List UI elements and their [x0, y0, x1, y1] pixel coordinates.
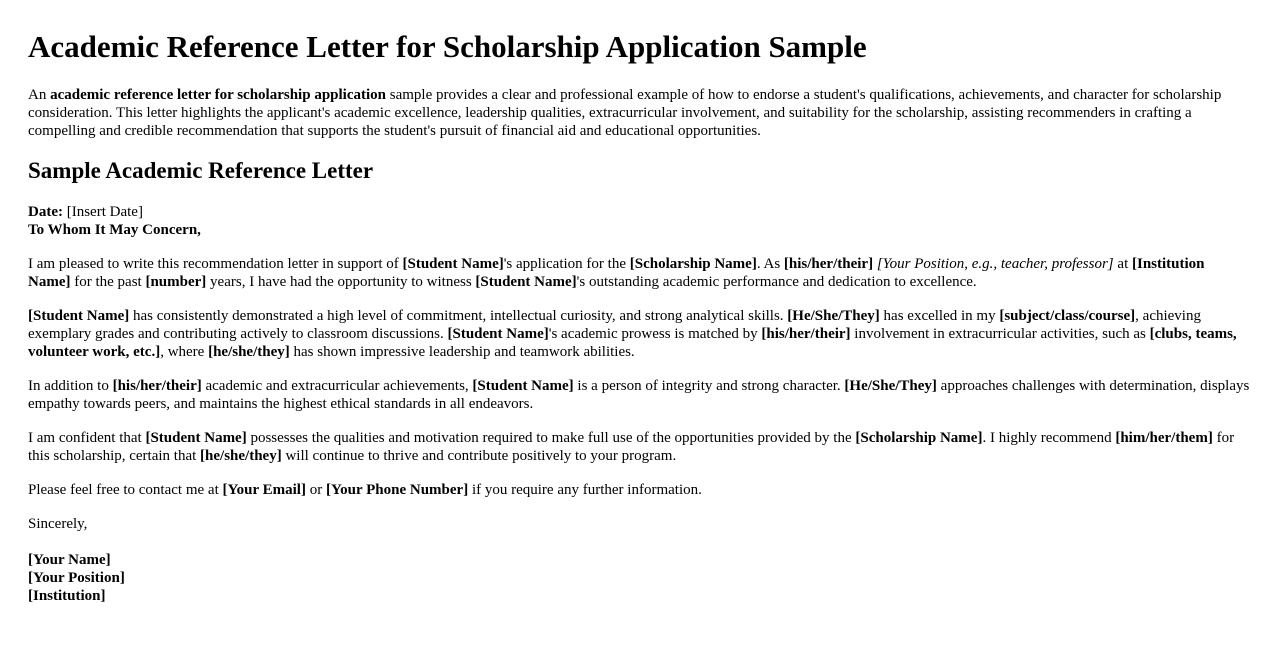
- p1-placeholder: [Student Name]: [402, 256, 504, 272]
- p1-text: I am pleased to write this recommendation letter in support of: [28, 256, 403, 272]
- p1-text: 's outstanding academic performance and dedication to excellence.: [576, 274, 977, 290]
- intro-body: sample provides a clear and professional example of how to endorse a student's qualifications, achievements, and character for scholarship consideration. This letter highlights the applicant's academic excellence, leadership qualities, extracurricular involvement, and suitability for the scholarship, assisting recommenders in crafting a compelling and credible recommendation that supports the student's pursuit of financial aid and educational opportunities.: [28, 87, 1222, 139]
- p1-text: years, I have had the opportunity to witness: [206, 274, 476, 290]
- p3-text: In addition to: [28, 378, 113, 394]
- letter-paragraph-4: [28, 429, 1250, 465]
- p1-placeholder: [Scholarship Name]: [629, 256, 757, 272]
- signature-name: [Your Name]: [28, 552, 111, 568]
- p4-placeholder: [Scholarship Name]: [855, 430, 983, 446]
- p1-text: . As: [756, 256, 784, 272]
- date-value: [Insert Date]: [62, 204, 143, 220]
- p3-placeholder: [Student Name]: [472, 378, 574, 394]
- p1-text: 's application for the: [503, 256, 630, 272]
- intro-lead: An: [28, 87, 51, 103]
- intro-keyword: academic reference letter for scholarship application: [50, 87, 386, 103]
- p2-placeholder: [Student Name]: [28, 308, 130, 324]
- p1-text: at: [1113, 256, 1132, 272]
- p2-placeholder: [his/her/their]: [761, 326, 851, 342]
- section-heading: Sample Academic Reference Letter: [28, 158, 374, 183]
- letter-date: [28, 203, 1250, 221]
- letter-paragraph-2: [28, 307, 1250, 361]
- p2-text: has shown impressive leadership and teamwork abilities.: [289, 344, 635, 360]
- letter-salutation: [28, 221, 1250, 239]
- p2-placeholder: [clubs, teams, volunteer work, etc.]: [28, 326, 1237, 360]
- p2-placeholder: [He/She/They]: [787, 308, 880, 324]
- p4-placeholder: [he/she/they]: [200, 448, 282, 464]
- p3-text: is a person of integrity and strong character.: [573, 378, 845, 394]
- date-label: Date:: [28, 204, 63, 220]
- p1-text: for the past: [70, 274, 146, 290]
- p5-text: or: [305, 482, 326, 498]
- page-title: Academic Reference Letter for Scholarship Application Sample: [28, 29, 867, 64]
- p3-placeholder: [his/her/their]: [112, 378, 202, 394]
- p5-text: if you require any further information.: [468, 482, 702, 498]
- p4-placeholder: [Student Name]: [145, 430, 247, 446]
- signature-position: [Your Position]: [28, 570, 125, 586]
- p3-placeholder: [He/She/They]: [844, 378, 937, 394]
- p1-placeholder: [Student Name]: [475, 274, 577, 290]
- intro-paragraph: [28, 86, 1250, 140]
- p3-text: academic and extracurricular achievements,: [201, 378, 473, 394]
- p1-position-placeholder: [Your Position, e.g., teacher, professor]: [876, 256, 1114, 272]
- signature-institution: [Institution]: [28, 588, 106, 604]
- p1-placeholder: [Institution Name]: [28, 256, 1205, 290]
- letter-paragraph-5: [28, 481, 1250, 499]
- letter-paragraph-3: [28, 377, 1250, 413]
- p2-placeholder: [he/she/they]: [208, 344, 290, 360]
- p2-text: has consistently demonstrated a high level of commitment, intellectual curiosity, and strong analytical skills.: [129, 308, 788, 324]
- p4-text: possesses the qualities and motivation required to make full use of the opportunities provided by the: [246, 430, 856, 446]
- p2-text: involvement in extracurricular activities, such as: [850, 326, 1150, 342]
- p2-text: 's academic prowess is matched by: [548, 326, 762, 342]
- phone-placeholder: [Your Phone Number]: [325, 482, 469, 498]
- p4-text: I am confident that: [28, 430, 146, 446]
- letter-paragraph-1: [28, 255, 1250, 291]
- letter-closing: Sincerely,: [28, 516, 88, 532]
- p4-text: . I highly recommend: [982, 430, 1116, 446]
- p1-placeholder: [number]: [145, 274, 207, 290]
- p4-text: will continue to thrive and contribute positively to your program.: [281, 448, 677, 464]
- p2-placeholder: [subject/class/course]: [999, 308, 1136, 324]
- p2-text: , achieving exemplary grades and contributing actively to classroom discussions.: [28, 308, 1201, 342]
- p2-placeholder: [Student Name]: [447, 326, 549, 342]
- email-placeholder: [Your Email]: [222, 482, 306, 498]
- signature-block: [28, 551, 1250, 605]
- p4-placeholder: [him/her/them]: [1115, 430, 1213, 446]
- salutation-text: To Whom It May Concern,: [28, 222, 201, 238]
- p3-text: approaches challenges with determination, displays empathy towards peers, and maintains the highest ethical standards in all endeavors.: [28, 378, 1250, 412]
- p5-text: Please feel free to contact me at: [28, 482, 223, 498]
- p1-placeholder: [his/her/their]: [783, 256, 874, 272]
- p4-text: for this scholarship, certain that: [28, 430, 1235, 464]
- p2-text: has excelled in my: [879, 308, 1000, 324]
- p2-text: , where: [160, 344, 209, 360]
